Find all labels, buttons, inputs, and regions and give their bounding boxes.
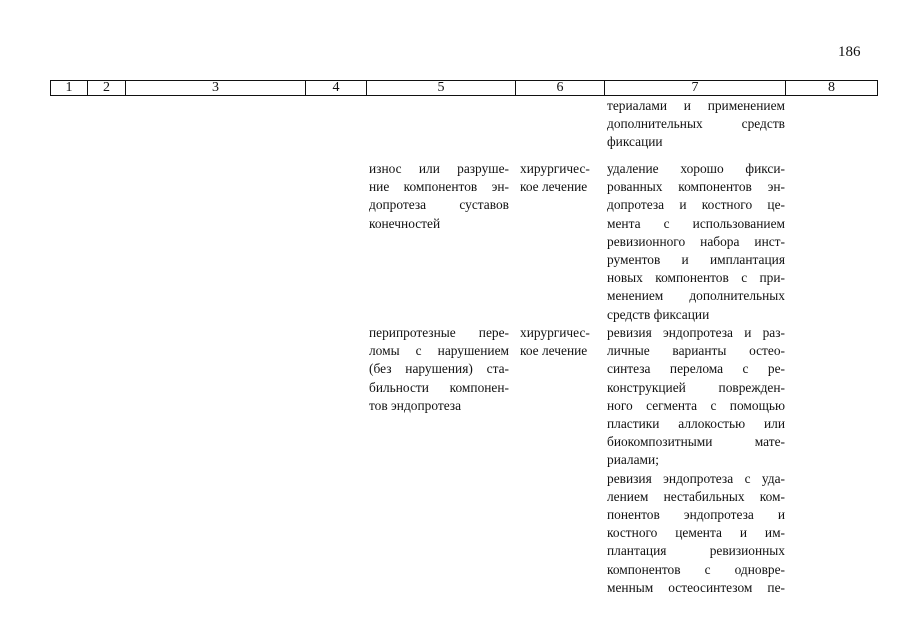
text-line: дополнительных средств xyxy=(607,116,785,132)
text-line: (без нарушения) ста- xyxy=(369,361,509,377)
text-line: лением нестабильных ком- xyxy=(607,488,785,504)
text-line: перипротезные пере- xyxy=(369,325,509,340)
header-cell-2: 2 xyxy=(88,81,126,95)
text-line: понентов эндопротеза и xyxy=(607,507,785,523)
header-cell-6: 6 xyxy=(516,81,605,95)
text-line: фиксации xyxy=(607,134,663,150)
text-line: синтеза перелома с ре- xyxy=(607,361,785,377)
text-line: менением дополнительных xyxy=(607,288,785,304)
header-cell-5: 5 xyxy=(367,81,516,95)
header-cell-1: 1 xyxy=(51,81,88,95)
text-line: рументов и имплантация xyxy=(607,252,785,268)
text-line: биокомпозитными мате- xyxy=(607,434,785,450)
text-line: пластики аллокостью или xyxy=(607,416,785,432)
text-line: ломы с нарушением xyxy=(369,343,509,359)
row-1-col-6 xyxy=(520,160,600,196)
row-2-col-7 xyxy=(607,324,785,597)
row-0-col-7 xyxy=(607,97,785,152)
text-line: ревизия эндопротеза и раз- xyxy=(607,325,785,340)
row-1-col-7 xyxy=(607,160,785,324)
header-cell-8: 8 xyxy=(828,80,835,95)
text-line: кое лечение xyxy=(520,179,588,195)
text-line: личные варианты остео- xyxy=(607,343,785,359)
text-line: новых компонентов с при- xyxy=(607,270,785,286)
header-cell-3: 3 xyxy=(126,81,306,95)
text-line: конечностей xyxy=(369,215,441,231)
text-line: износ или разруше- xyxy=(369,161,509,176)
row-1-col-5 xyxy=(369,160,509,233)
text-line: ревизия эндопротеза с уда- xyxy=(607,470,785,486)
text-line: рованных компонентов эн- xyxy=(607,179,785,195)
page-number: 186 xyxy=(838,44,861,60)
text-line: бильности компонен- xyxy=(369,379,509,395)
header-cell-7: 7 xyxy=(605,81,786,95)
row-2-col-5 xyxy=(369,324,509,415)
text-line: ного сегмента с помощью xyxy=(607,397,785,413)
text-line: мента с использованием xyxy=(607,215,785,231)
text-line: средств фиксации xyxy=(607,306,710,322)
text-line: ние компонентов эн- xyxy=(369,179,509,195)
text-line: костного цемента и им- xyxy=(607,525,785,541)
text-line: допротеза суставов xyxy=(369,197,509,213)
header-cell-4: 4 xyxy=(306,81,367,95)
text-line: тов эндопротеза xyxy=(369,397,462,413)
text-line: хирургичес- xyxy=(520,325,590,340)
text-line: менным остеосинтезом пе- xyxy=(607,579,785,595)
text-line: удаление хорошо фикси- xyxy=(607,161,785,176)
text-line: компонентов с одновре- xyxy=(607,561,785,577)
text-line: хирургичес- xyxy=(520,161,590,176)
text-line: териалами и применением xyxy=(607,98,785,113)
text-line: кое лечение xyxy=(520,343,588,359)
text-line: плантация ревизионных xyxy=(607,543,785,559)
table-header-row xyxy=(50,80,878,96)
text-line: риалами; xyxy=(607,452,659,468)
row-2-col-6 xyxy=(520,324,600,360)
text-line: ревизионного набора инст- xyxy=(607,233,785,249)
text-line: конструкцией поврежден- xyxy=(607,379,785,395)
text-line: допротеза и костного це- xyxy=(607,197,785,213)
